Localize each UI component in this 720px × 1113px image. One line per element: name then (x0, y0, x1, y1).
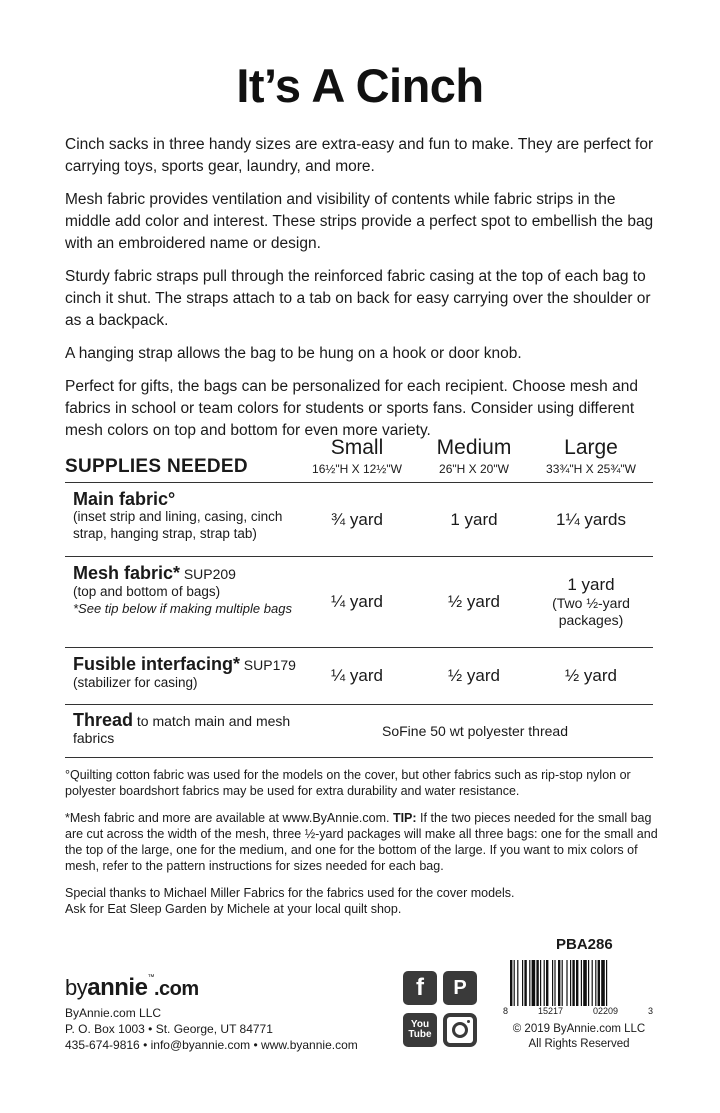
amount-medium: 1 yard (450, 509, 498, 529)
barcode-bar (522, 960, 523, 1006)
thanks-note (65, 885, 665, 917)
company-contact: 435-674-9816 • info@byannie.com • www.byannie.com (65, 1038, 358, 1052)
youtube-icon[interactable] (403, 1013, 437, 1047)
thanks-line: Special thanks to Michael Miller Fabrics for the fabrics used for the cover models. (65, 886, 515, 900)
amount-all-sizes: SoFine 50 wt polyester thread (382, 723, 568, 739)
barcode-bar (517, 960, 518, 1006)
copyright (512, 1022, 646, 1052)
size-dimensions: 33¾"H X 25¾"W (546, 462, 636, 476)
barcode-digit-group: 15217 (537, 1006, 564, 1016)
barcode-bar (562, 960, 563, 1006)
intro-paragraph: A hanging strap allows the bag to be hung on a hook or door knob. (65, 345, 522, 362)
barcode-bar (510, 960, 512, 1006)
mesh-tip-text: If the two pieces needed for the small bag are cut across the width of the mesh, three ½-yard packages will make all three bags: one for the small and the top of the large, one for the medium, and one for the bottom of the large. If you want to mix colors of mesh, refer to the pattern instructions for sizes needed for each bag. (65, 811, 658, 873)
barcode-bar (588, 960, 589, 1006)
amount-medium: ½ yard (448, 666, 500, 685)
amount-medium: ½ yard (448, 592, 500, 611)
facebook-icon[interactable]: f (403, 971, 437, 1005)
barcode-bar (566, 960, 567, 1006)
size-dimensions: 26"H X 20"W (439, 462, 509, 476)
page-title: It’s A Cinch (236, 59, 484, 112)
barcode-bar (570, 960, 571, 1006)
logo-annie: annie (87, 974, 148, 1001)
footnotes (65, 767, 665, 928)
size-name: Small (330, 436, 384, 459)
barcode-bar (540, 960, 541, 1006)
logo-by: by (65, 975, 88, 1000)
amount-small: ¼ yard (331, 666, 383, 685)
supply-label (73, 656, 303, 691)
size-large-header (531, 436, 651, 476)
instagram-lens (452, 1022, 468, 1038)
barcode-bar (544, 960, 545, 1006)
youtube-line: You (410, 1019, 430, 1030)
supply-row-fusible-interfacing (65, 647, 653, 704)
pinterest-icon[interactable]: P (443, 971, 477, 1005)
barcode-bar (524, 960, 526, 1006)
size-name: Large (564, 436, 618, 459)
barcode-bar (532, 960, 536, 1006)
supply-name: Mesh fabric* (73, 563, 181, 583)
supplies-header (65, 436, 653, 482)
barcode-bar (536, 960, 538, 1006)
intro-paragraph: Sturdy fabric straps pull through the reinforced fabric casing at the top of each bag to cinch it shut. The straps attach to a tab on back for easy carrying over the shoulder or as a backpack. (65, 268, 651, 329)
sku-code: PBA286 (556, 936, 613, 953)
barcode-bar (552, 960, 553, 1006)
barcode-bar (529, 960, 530, 1006)
supply-note: to match main and mesh fabrics (73, 713, 291, 746)
supply-code: SUP179 (243, 657, 296, 673)
barcode-digit-group: 02209 (592, 1006, 619, 1016)
youtube-line: Tube (408, 1029, 432, 1040)
amount-large: ½ yard (565, 666, 617, 685)
barcode-bar (601, 960, 605, 1006)
intro-text (65, 134, 665, 453)
instagram-dot (467, 1020, 470, 1023)
barcode-bar (598, 960, 600, 1006)
supply-name: Main fabric° (73, 489, 176, 509)
size-name: Medium (436, 436, 512, 459)
barcode-bar (572, 960, 574, 1006)
supply-label (73, 712, 303, 747)
logo-tm: ™ (147, 974, 154, 981)
barcode-digit-group: 8 (503, 1006, 509, 1016)
barcode-bar (554, 960, 555, 1006)
barcode-bar (546, 960, 548, 1006)
barcode-bar (595, 960, 596, 1006)
size-medium-header (414, 436, 534, 476)
size-small-header (297, 436, 417, 476)
intro-paragraph: Mesh fabric provides ventilation and visibility of contents while fabric strips in the middle add color and interest. These strips provide a perfect spot to embellish the bag with an embroidered name or design. (65, 191, 654, 252)
supply-note: (top and bottom of bags) (73, 584, 221, 599)
supplies-table (65, 436, 653, 758)
barcode-bar (576, 960, 578, 1006)
amount-large-note: (Two ½-yard packages) (552, 595, 630, 628)
supply-name: Fusible interfacing* (73, 654, 241, 674)
barcode-bar (592, 960, 593, 1006)
supply-code: SUP209 (183, 566, 236, 582)
cotton-footnote: °Quilting cotton fabric was used for the models on the cover, but other fabrics such as rip-stop nylon or polyester boardshort fabrics may be used for extra durability and water resistance. (65, 768, 631, 798)
supply-label (73, 491, 303, 542)
barcode-digit-group: 3 (647, 1006, 653, 1016)
intro-paragraph: Perfect for gifts, the bags can be personalized for each recipient. Choose mesh and fabrics in school or team colors for students or sports fans. Consider using different mesh colors on top and bottom for even more variety. (65, 378, 638, 439)
supply-label (73, 565, 303, 617)
tip-label: TIP: (392, 811, 417, 825)
intro-paragraph: Cinch sacks in three handy sizes are extra-easy and fun to make. They are perfect for carrying toys, sports gear, laundry, and more. (65, 136, 654, 175)
copyright-line: © 2019 ByAnnie.com LLC (512, 1023, 646, 1035)
company-address: P. O. Box 1003 • St. George, UT 84771 (65, 1022, 273, 1036)
amount-large-value: 1 yard (567, 575, 615, 594)
barcode-bar (606, 960, 607, 1006)
supply-row-mesh-fabric (65, 556, 653, 647)
social-icons (403, 971, 483, 1051)
supply-note: (inset strip and lining, casing, cinch strap, hanging strap, strap tab) (73, 509, 283, 541)
supply-name: Thread (73, 710, 134, 730)
size-dimensions: 16½"H X 12½"W (312, 462, 402, 476)
supply-row-main-fabric (65, 482, 653, 556)
amount-small: ¼ yard (331, 592, 383, 611)
supplies-heading: SUPPLIES NEEDED (65, 456, 248, 477)
mesh-footnote-text: *Mesh fabric and more are available at www.ByAnnie.com. (65, 811, 390, 825)
supply-tip: *See tip below if making multiple bags (73, 601, 292, 616)
amount-large (531, 557, 651, 647)
barcode-bar (514, 960, 515, 1006)
supply-note: (stabilizer for casing) (73, 675, 198, 690)
amount-small: ¾ yard (331, 509, 383, 529)
company-info (65, 1005, 358, 1053)
copyright-line: All Rights Reserved (528, 1038, 630, 1050)
thanks-line: Ask for Eat Sleep Garden by Michele at your local quilt shop. (65, 902, 402, 916)
instagram-icon[interactable] (443, 1013, 477, 1047)
byannie-logo (65, 974, 199, 1002)
amount-large: 1¼ yards (556, 509, 626, 529)
barcode-bars (508, 960, 648, 1006)
barcode-bar (581, 960, 582, 1006)
company-name: ByAnnie.com LLC (65, 1006, 162, 1020)
logo-dotcom: .com (153, 978, 199, 1000)
supply-row-thread (65, 704, 653, 758)
barcode-bar (583, 960, 587, 1006)
barcode-bar (558, 960, 560, 1006)
mesh-footnote (65, 810, 665, 874)
barcode-digits (503, 1006, 653, 1016)
